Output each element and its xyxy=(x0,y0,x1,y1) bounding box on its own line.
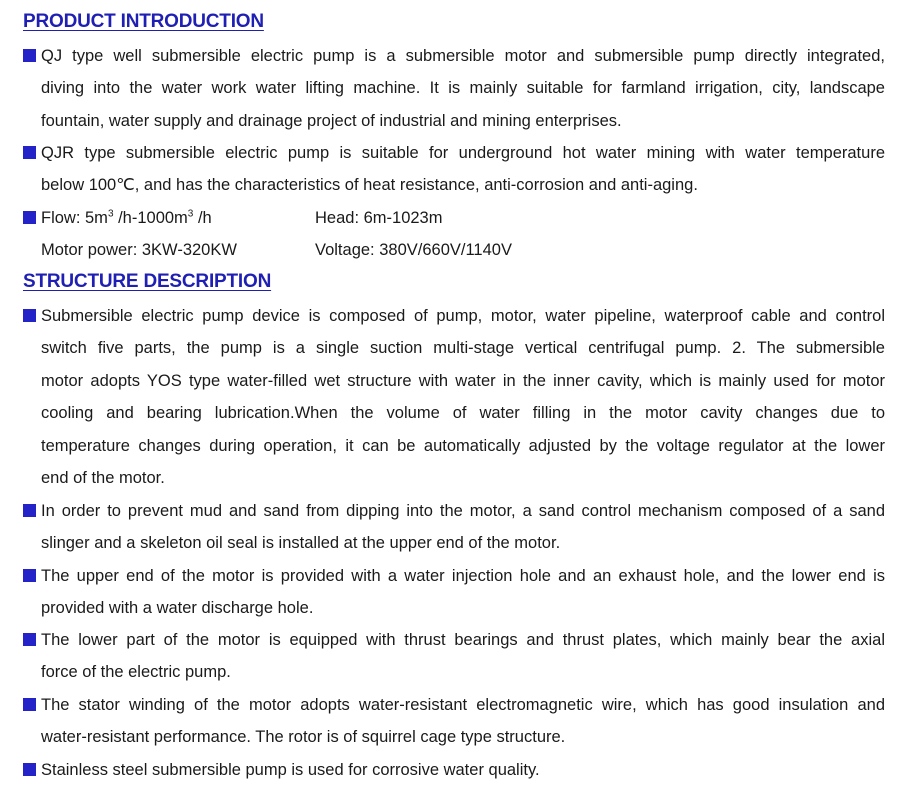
structure-paragraph-4 xyxy=(23,624,885,689)
voltage-spec: Voltage: 380V/660V/1140V xyxy=(315,241,512,260)
text-line: temperature changes during operation, it can be automatically adjusted by the voltage regulator at the lower xyxy=(41,436,885,455)
text-line: The lower part of the motor is equipped with thrust bearings and thrust plates, which mainly bear the axial xyxy=(23,624,885,656)
text-line: QJR type submersible electric pump is suitable for underground hot water mining with water temperature xyxy=(23,137,885,169)
structure-paragraph-6 xyxy=(23,754,885,786)
structure-paragraph-3 xyxy=(23,560,885,625)
text-line: The upper end of the motor is provided with a water injection hole and an exhaust hole, and the lower end is xyxy=(23,560,885,592)
text-line: In order to prevent mud and sand from dipping into the motor, a sand control mechanism composed of a sand xyxy=(23,495,885,527)
head-spec: Head: 6m-1023m xyxy=(315,209,443,227)
text-line: diving into the water work water lifting machine. It is mainly suitable for farmland irrigation, city, landscape xyxy=(41,79,885,98)
intro-paragraph-2 xyxy=(23,137,885,202)
square-bullet-icon xyxy=(23,49,36,62)
text-line: provided with a water discharge hole. xyxy=(41,599,314,618)
square-bullet-icon xyxy=(23,763,36,776)
text-line: QJ type well submersible electric pump is a submersible motor and submersible pump directly integrated, xyxy=(23,40,885,72)
text-line: below 100℃, and has the characteristics of heat resistance, anti-corrosion and anti-aging. xyxy=(41,176,698,195)
text-line: Submersible electric pump device is composed of pump, motor, water pipeline, waterproof cable and control xyxy=(23,300,885,332)
text-line: fountain, water supply and drainage project of industrial and mining enterprises. xyxy=(41,111,622,130)
text-line: end of the motor. xyxy=(41,468,165,487)
square-bullet-icon xyxy=(23,211,36,224)
structure-paragraph-5 xyxy=(23,689,885,754)
structure-paragraph-2 xyxy=(23,495,885,560)
text-line: water-resistant performance. The rotor is of squirrel cage type structure. xyxy=(41,728,566,747)
square-bullet-icon xyxy=(23,633,36,646)
specs-block xyxy=(23,202,885,267)
square-bullet-icon xyxy=(23,146,36,159)
text-line: The stator winding of the motor adopts water-resistant electromagnetic wire, which has good insulation and xyxy=(23,689,885,721)
text-line: motor adopts YOS type water-filled wet structure with water in the inner cavity, which is mainly used for motor xyxy=(41,371,885,390)
text-line: switch five parts, the pump is a single suction multi-stage vertical centrifugal pump. 2. The submersible xyxy=(41,339,885,358)
text-line: Stainless steel submersible pump is used for corrosive water quality. xyxy=(23,754,885,786)
text-line: slinger and a skeleton oil seal is installed at the upper end of the motor. xyxy=(41,534,561,553)
text-line: force of the electric pump. xyxy=(41,663,231,682)
square-bullet-icon xyxy=(23,698,36,711)
square-bullet-icon xyxy=(23,504,36,517)
product-introduction-heading: PRODUCT INTRODUCTION xyxy=(23,11,264,32)
square-bullet-icon xyxy=(23,309,36,322)
flow-spec: Flow: $5m^3$ $/h-1000m^3$ /h xyxy=(23,202,212,234)
motor-power-spec: Motor power: 3KW-320KW xyxy=(41,241,237,260)
intro-paragraph-1 xyxy=(23,40,885,137)
structure-description-heading: STRUCTURE DESCRIPTION xyxy=(23,271,272,292)
square-bullet-icon xyxy=(23,569,36,582)
structure-paragraph-1 xyxy=(23,300,885,494)
text-line: cooling and bearing lubrication.When the volume of water filling in the motor cavity changes due to xyxy=(41,404,885,423)
